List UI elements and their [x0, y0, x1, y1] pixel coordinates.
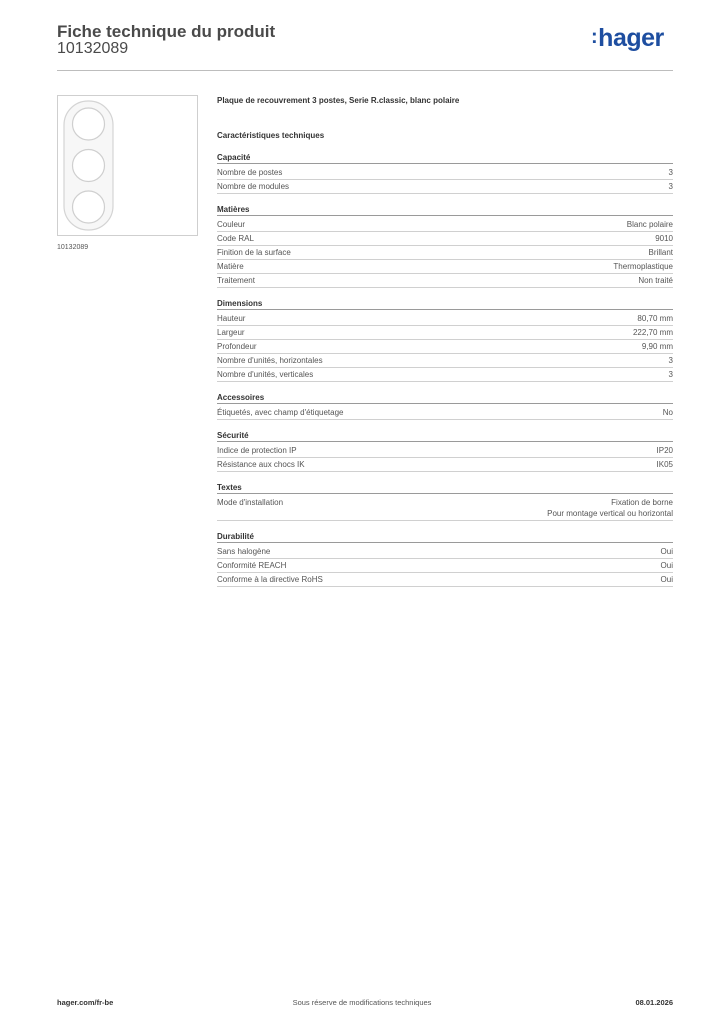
spec-label: Code RAL: [217, 234, 254, 243]
spec-value: [642, 341, 673, 352]
spec-content: [217, 95, 673, 587]
spec-label: Nombre d'unités, horizontales: [217, 356, 323, 365]
footer-website: hager.com/fr-be: [57, 998, 114, 1007]
spec-value-line: 9010: [655, 234, 673, 243]
spec-value-line: 222,70 mm: [632, 328, 673, 337]
image-caption: 10132089: [57, 244, 89, 251]
spec-label: Sans halogène: [217, 547, 271, 556]
cover-plate-icon: [58, 96, 197, 235]
spec-label: Nombre de postes: [217, 168, 283, 177]
spec-value-line: Brillant: [648, 248, 673, 257]
spec-value: [663, 407, 673, 418]
page-title: Fiche technique du produit: [57, 22, 276, 41]
spec-row: [217, 260, 673, 274]
spec-row: [217, 559, 673, 573]
spec-row: [217, 246, 673, 260]
spec-value: [649, 247, 673, 258]
spec-row: [217, 326, 673, 340]
spec-value-line: Oui: [660, 575, 673, 584]
spec-value: [627, 219, 673, 230]
product-description: Plaque de recouvrement 3 postes, Serie R.classic, blanc polaire: [217, 96, 460, 105]
spec-label: Étiquetés, avec champ d'étiquetage: [217, 408, 344, 417]
spec-value: [661, 546, 673, 557]
spec-value-line: Fixation de borne: [611, 498, 673, 507]
spec-label: Nombre de modules: [217, 182, 290, 191]
section-title: Durabilité: [217, 531, 673, 543]
spec-value-line: IP20: [656, 446, 673, 455]
spec-value: [661, 574, 673, 585]
spec-row: [217, 354, 673, 368]
spec-row: [217, 180, 673, 194]
spec-value-line: Oui: [660, 561, 673, 570]
spec-value-line: Oui: [660, 547, 673, 556]
spec-section: [217, 430, 673, 472]
section-title: Matières: [217, 204, 673, 216]
spec-value-line: Non traité: [638, 276, 673, 285]
header-divider: [57, 70, 673, 71]
spec-value-line: Thermoplastique: [613, 262, 673, 271]
spec-value-line: Blanc polaire: [626, 220, 673, 229]
spec-value: [657, 445, 673, 456]
spec-label: Profondeur: [217, 342, 257, 351]
spec-value: [669, 167, 673, 178]
spec-label: Matière: [217, 262, 244, 271]
spec-row: [217, 573, 673, 587]
spec-value: [657, 459, 673, 470]
spec-row: [217, 444, 673, 458]
spec-row: [217, 368, 673, 382]
footer-disclaimer: Sous réserve de modifications techniques: [292, 998, 432, 1007]
spec-section: [217, 152, 673, 194]
spec-label: Résistance aux chocs IK: [217, 460, 305, 469]
spec-row: [217, 274, 673, 288]
product-reference: 10132089: [57, 40, 129, 57]
spec-value: [613, 261, 673, 272]
logo-dots-icon: :: [591, 26, 598, 48]
spec-label: Mode d'installation: [217, 498, 284, 507]
section-title: Accessoires: [217, 392, 673, 404]
spec-row: [217, 232, 673, 246]
hager-logo: [591, 24, 664, 53]
spec-sections: [217, 152, 673, 587]
spec-value: [655, 233, 673, 244]
spec-value-line: 3: [668, 168, 673, 177]
spec-row: [217, 312, 673, 326]
spec-value: [637, 313, 673, 324]
spec-value: [638, 275, 673, 286]
spec-value: [669, 181, 673, 192]
spec-value: [633, 327, 673, 338]
section-title: Dimensions: [217, 298, 673, 310]
spec-section: [217, 298, 673, 382]
section-title: Sécurité: [217, 430, 673, 442]
spec-value-line: IK05: [656, 460, 673, 469]
spec-value-line: 3: [668, 356, 673, 365]
spec-value-line: 3: [668, 370, 673, 379]
product-image: [57, 95, 198, 236]
spec-value-line: 80,70 mm: [637, 314, 673, 323]
section-title: Capacité: [217, 152, 673, 164]
spec-value-line: No: [662, 408, 673, 417]
spec-row: [217, 545, 673, 559]
spec-value-line: 9,90 mm: [641, 342, 673, 351]
spec-section: [217, 204, 673, 288]
spec-value: [547, 497, 673, 519]
spec-label: Traitement: [217, 276, 255, 285]
spec-value: [661, 560, 673, 571]
spec-label: Conformité REACH: [217, 561, 287, 570]
spec-row: [217, 406, 673, 420]
spec-label: Couleur: [217, 220, 246, 229]
spec-row: [217, 218, 673, 232]
spec-row: [217, 458, 673, 472]
spec-label: Conforme à la directive RoHS: [217, 575, 323, 584]
spec-label: Hauteur: [217, 314, 246, 323]
spec-label: Nombre d'unités, verticales: [217, 370, 314, 379]
spec-row: [217, 340, 673, 354]
spec-value: [669, 369, 673, 380]
tech-characteristics-title: Caractéristiques techniques: [217, 131, 325, 140]
spec-row: [217, 166, 673, 180]
spec-value-line: 3: [668, 182, 673, 191]
logo-text: hager: [598, 24, 664, 52]
spec-label: Largeur: [217, 328, 245, 337]
section-title: Textes: [217, 482, 673, 494]
spec-section: [217, 482, 673, 521]
spec-section: [217, 531, 673, 587]
spec-row: [217, 496, 673, 521]
spec-value: [669, 355, 673, 366]
spec-section: [217, 392, 673, 420]
spec-label: Indice de protection IP: [217, 446, 297, 455]
spec-value-line: Pour montage vertical ou horizontal: [547, 509, 673, 518]
footer-date: 08.01.2026: [635, 998, 673, 1007]
spec-label: Finition de la surface: [217, 248, 291, 257]
